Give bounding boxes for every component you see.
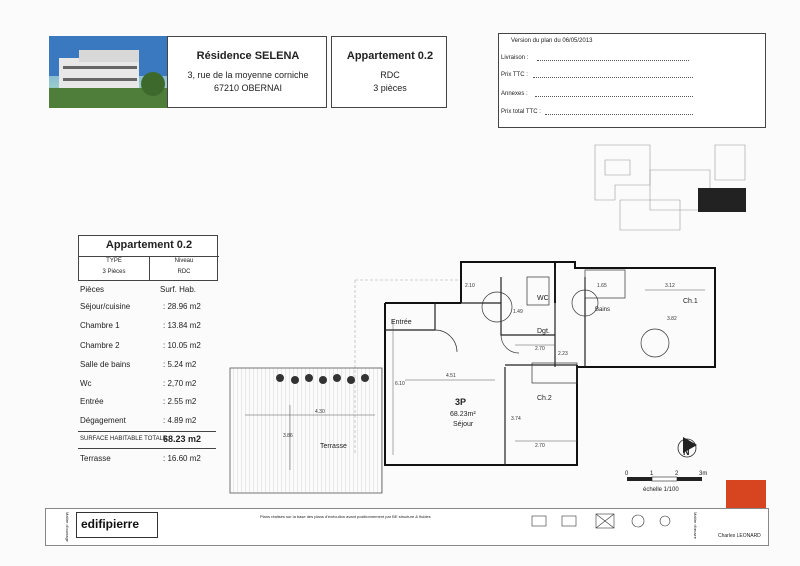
svg-text:échelle 1/100: échelle 1/100 [643, 487, 679, 493]
total-price-line [545, 114, 693, 115]
plan-version: Version du plan du 06/05/2013 [511, 38, 593, 44]
apartment-title: Appartement 0.2 [346, 50, 434, 62]
type-value: 3 Pièces [102, 269, 126, 275]
terrace-area: : 16.60 m2 [163, 454, 201, 463]
dim-382: 3.82 [667, 316, 677, 322]
room-name: Salle de bains [80, 360, 131, 369]
room-name: Chambre 1 [80, 321, 120, 330]
apartment-level: RDC [380, 70, 400, 80]
room-area: : 2,70 m2 [163, 379, 197, 388]
footer-architect: Charles LEONARD [718, 533, 761, 539]
footer-side-left: Maître d'ouvrage [65, 512, 70, 542]
room-area: : 2.55 m2 [163, 397, 197, 406]
plan-area-label: 68.23m² [450, 411, 476, 418]
north-arrow-icon [678, 437, 697, 457]
plan-wc-label: WC [537, 295, 549, 302]
svg-text:2: 2 [675, 471, 679, 477]
summary-table [78, 235, 218, 281]
plan-terrasse-label: Terrasse [320, 443, 347, 450]
dim-149: 1.49 [513, 309, 523, 315]
residence-photo [49, 36, 167, 108]
dim-374: 3.74 [511, 416, 521, 422]
plan-sejour-label: Séjour [453, 421, 474, 428]
room-area: : 10.05 m2 [163, 341, 201, 350]
dim-386: 3.86 [283, 433, 293, 439]
delivery-line [537, 60, 689, 61]
room-area: : 28.96 m2 [163, 302, 201, 311]
plan-3p-label: 3P [455, 397, 467, 407]
col-type: TYPE [106, 258, 122, 264]
plan-dgt-label: Dgt. [537, 328, 550, 335]
apartment-rooms: 3 pièces [373, 83, 407, 93]
svg-text:0: 0 [625, 471, 629, 477]
company-logo [76, 512, 158, 538]
situation-plan [590, 140, 750, 240]
apartment-header [331, 36, 447, 108]
company-name: edifipierre [81, 517, 140, 531]
annex-line [535, 96, 693, 97]
svg-text:3m: 3m [699, 471, 708, 477]
terrace-label: Terrasse [80, 454, 111, 463]
pricing-box [498, 33, 766, 128]
footer-legend-symbols [530, 512, 680, 536]
rooms-col-header: Pièces [80, 285, 105, 294]
total-price-label: Prix total TTC : [501, 109, 541, 115]
room-name: Wc [80, 379, 92, 388]
plan-ch1-label: Ch.1 [683, 298, 698, 305]
plan-entree-label: Entrée [391, 319, 412, 326]
price-label: Prix TTC : [501, 72, 528, 78]
building-illustration [49, 36, 167, 108]
residence-header [167, 36, 327, 108]
summary-title: Appartement 0.2 [105, 239, 193, 251]
footer-side-right: Maître d'œuvre [693, 512, 698, 539]
apartment-location-mark [698, 188, 746, 212]
col-level: Niveau [174, 258, 194, 264]
room-name: Séjour/cuisine [80, 302, 131, 311]
address-line1: 3, rue de la moyenne corniche [187, 70, 309, 80]
dim-270b: 2.70 [535, 443, 545, 449]
dim-270a: 2.70 [535, 346, 545, 352]
total-surface-label: SURFACE HABITABLE TOTALE [80, 436, 167, 442]
dim-451: 4.51 [446, 373, 456, 379]
svg-text:N: N [683, 447, 690, 457]
dim-210: 2.10 [465, 283, 475, 289]
room-area: : 13.84 m2 [163, 321, 201, 330]
floor-plan [225, 255, 730, 495]
total-surface-value: 68.23 m2 [163, 434, 202, 444]
plan-bains-label: Bains [595, 307, 611, 313]
scale-bar [625, 471, 707, 493]
area-col-header: Surf. Hab. [160, 285, 197, 294]
room-name: Chambre 2 [80, 341, 120, 350]
room-name: Entrée [80, 397, 104, 406]
dim-430: 4.30 [315, 409, 325, 415]
dim-610: 6.10 [395, 381, 405, 387]
level-value: RDC [177, 269, 191, 275]
address-line2: 67210 OBERNAI [213, 83, 283, 93]
room-area: : 4.89 m2 [163, 416, 197, 425]
annex-label: Annexes : [501, 91, 528, 97]
svg-text:1: 1 [650, 471, 654, 477]
dim-223: 2.23 [558, 351, 568, 357]
room-name: Dégagement [80, 416, 126, 425]
price-line [533, 77, 693, 78]
delivery-label: Livraison : [501, 55, 529, 61]
plan-ch2-label: Ch.2 [537, 395, 552, 402]
residence-name: Résidence SELENA [196, 50, 300, 62]
dim-165: 1.65 [597, 283, 607, 289]
dim-312: 3.12 [665, 283, 675, 289]
room-area: : 5.24 m2 [163, 360, 197, 369]
terrace-area-hatch [230, 368, 382, 493]
footer-notice: Plans réalisés sur la base des plans d'exécution avant positionnement par BE structure & fluides [260, 514, 431, 519]
